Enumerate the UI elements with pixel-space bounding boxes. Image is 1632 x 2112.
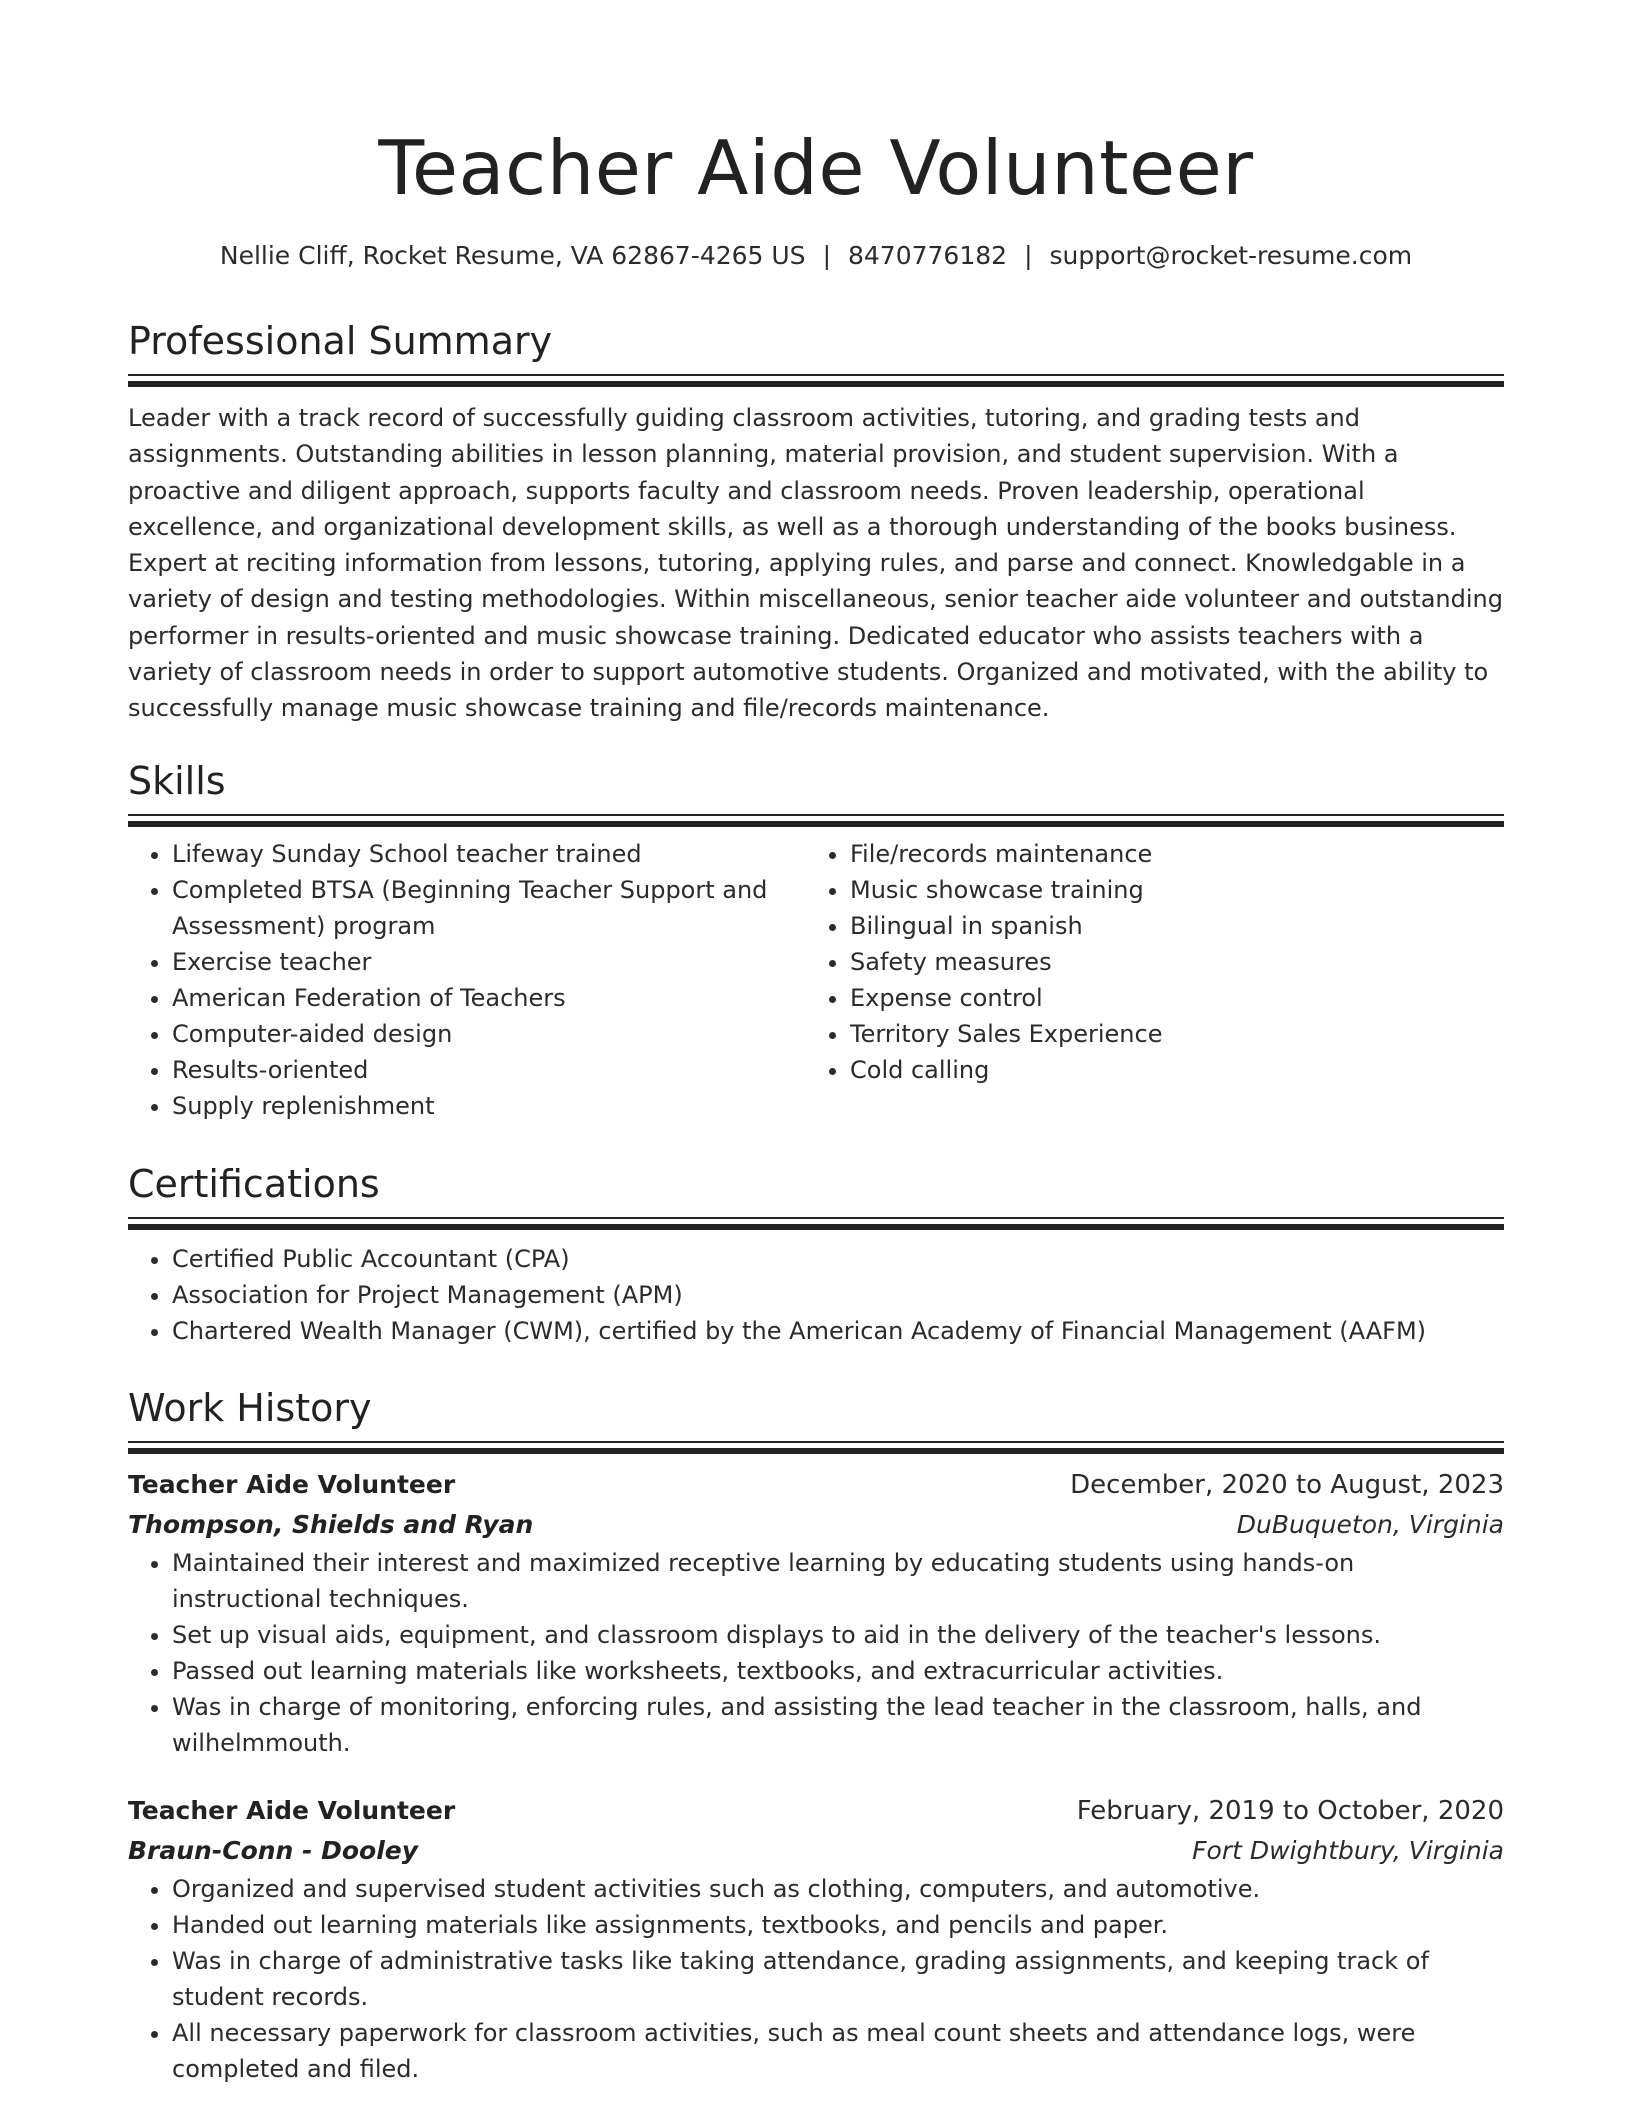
section-divider bbox=[128, 814, 1504, 828]
skill-item: • Music showcase training bbox=[850, 872, 1470, 908]
work-history-heading: Work History bbox=[128, 1386, 372, 1430]
job-bullet: • Was in charge of monitoring, enforcing rules, and assisting the lead teacher in the classroom, halls, and wilhelmmouth. bbox=[172, 1689, 1504, 1761]
skill-item: • Lifeway Sunday School teacher trained bbox=[172, 836, 792, 872]
skill-item: • Bilingual in spanish bbox=[850, 908, 1470, 944]
skill-item: • Territory Sales Experience bbox=[850, 1016, 1470, 1052]
job-subheader-row bbox=[128, 1505, 1504, 1545]
skills-column-left bbox=[128, 836, 806, 1124]
job-bullet: • Passed out learning materials like worksheets, textbooks, and extracurricular activities. bbox=[172, 1653, 1504, 1689]
certification-item: • Certified Public Accountant (CPA) bbox=[172, 1241, 1504, 1277]
contact-email: support@rocket-resume.com bbox=[1049, 241, 1413, 270]
summary-section bbox=[128, 318, 1504, 727]
skill-item: • Supply replenishment bbox=[172, 1088, 792, 1124]
skill-item: • Expense control bbox=[850, 980, 1470, 1016]
resume-title: Teacher Aide Volunteer bbox=[378, 124, 1254, 212]
skills-section bbox=[128, 758, 1504, 1124]
job-bullets bbox=[128, 1871, 1504, 2087]
skills-column-right bbox=[806, 836, 1484, 1124]
job-company: Thompson, Shields and Ryan bbox=[128, 1510, 534, 1539]
job-bullet: • All necessary paperwork for classroom activities, such as meal count sheets and attendance logs, were completed and filed. bbox=[172, 2015, 1504, 2087]
skill-item: • File/records maintenance bbox=[850, 836, 1470, 872]
job-title: Teacher Aide Volunteer bbox=[128, 1470, 456, 1499]
contact-separator: | bbox=[1024, 241, 1033, 270]
job-bullet: • Set up visual aids, equipment, and classroom displays to aid in the delivery of the teacher's lessons. bbox=[172, 1617, 1504, 1653]
skills-list-left bbox=[128, 836, 792, 1124]
certifications-list bbox=[128, 1241, 1504, 1349]
skills-heading: Skills bbox=[128, 759, 226, 803]
skill-item: • Safety measures bbox=[850, 944, 1470, 980]
job-bullet: • Organized and supervised student activities such as clothing, computers, and automotive. bbox=[172, 1871, 1504, 1907]
job-entry bbox=[128, 1465, 1504, 1761]
job-bullet: • Handed out learning materials like assignments, textbooks, and pencils and paper. bbox=[172, 1907, 1504, 1943]
skills-list-right bbox=[806, 836, 1470, 1088]
job-header-row bbox=[128, 1465, 1504, 1505]
job-header-row bbox=[128, 1791, 1504, 1831]
skills-columns bbox=[128, 836, 1504, 1124]
skill-item: • American Federation of Teachers bbox=[172, 980, 792, 1016]
certifications-section bbox=[128, 1161, 1504, 1349]
job-company: Braun-Conn - Dooley bbox=[128, 1836, 419, 1865]
job-dates: February, 2019 to October, 2020 bbox=[1076, 1796, 1504, 1826]
section-divider bbox=[128, 1217, 1504, 1231]
certification-item: • Association for Project Management (APM) bbox=[172, 1277, 1504, 1313]
job-subheader-row bbox=[128, 1831, 1504, 1871]
summary-text: Leader with a track record of successfully guiding classroom activities, tutoring, and grading tests and assignments. Outstanding abilities in lesson planning, material provision, and student supervision. With a proactive and diligent approach, supports faculty and classroom needs. Proven leadership, operational excellence, and organizational development skills, as well as a thorough understanding of the books business. Expert at reciting information from lessons, tutoring, applying rules, and parse and connect. Knowledgable in a variety of design and testing methodologies. Within miscellaneous, senior teacher aide volunteer and outstanding performer in results-oriented and music showcase training. Dedicated educator who assists teachers with a variety of classroom needs in order to support automotive students. Organized and motivated, with the ability to successfully manage music showcase training and file/records maintenance. bbox=[128, 404, 1503, 723]
contact-separator: | bbox=[822, 241, 831, 270]
summary-heading: Professional Summary bbox=[128, 319, 553, 363]
work-history-section bbox=[128, 1385, 1504, 2087]
section-divider bbox=[128, 1441, 1504, 1455]
certifications-heading: Certifications bbox=[128, 1162, 380, 1206]
skill-item: • Exercise teacher bbox=[172, 944, 792, 980]
job-entry bbox=[128, 1791, 1504, 2087]
skill-item: • Cold calling bbox=[850, 1052, 1470, 1088]
job-dates: December, 2020 to August, 2023 bbox=[1070, 1470, 1504, 1500]
skill-item: • Completed BTSA (Beginning Teacher Support and Assessment) program bbox=[172, 872, 792, 944]
skill-item: • Computer-aided design bbox=[172, 1016, 792, 1052]
job-bullet: • Was in charge of administrative tasks like taking attendance, grading assignments, and keeping track of student records. bbox=[172, 1943, 1504, 2015]
job-location: Fort Dwightbury, Virginia bbox=[1192, 1836, 1504, 1865]
job-location: DuBuqueton, Virginia bbox=[1236, 1510, 1504, 1539]
contact-address: Nellie Cliff, Rocket Resume, VA 62867-4265 US bbox=[219, 241, 806, 270]
certification-item: • Chartered Wealth Manager (CWM), certified by the American Academy of Financial Management (AAFM) bbox=[172, 1313, 1504, 1349]
skill-item: • Results-oriented bbox=[172, 1052, 792, 1088]
job-bullets bbox=[128, 1545, 1504, 1761]
job-bullet: • Maintained their interest and maximized receptive learning by educating students using hands-on instructional techniques. bbox=[172, 1545, 1504, 1617]
contact-phone: 8470776182 bbox=[848, 241, 1008, 270]
job-title: Teacher Aide Volunteer bbox=[128, 1796, 456, 1825]
contact-line bbox=[128, 240, 1504, 272]
section-divider bbox=[128, 374, 1504, 388]
